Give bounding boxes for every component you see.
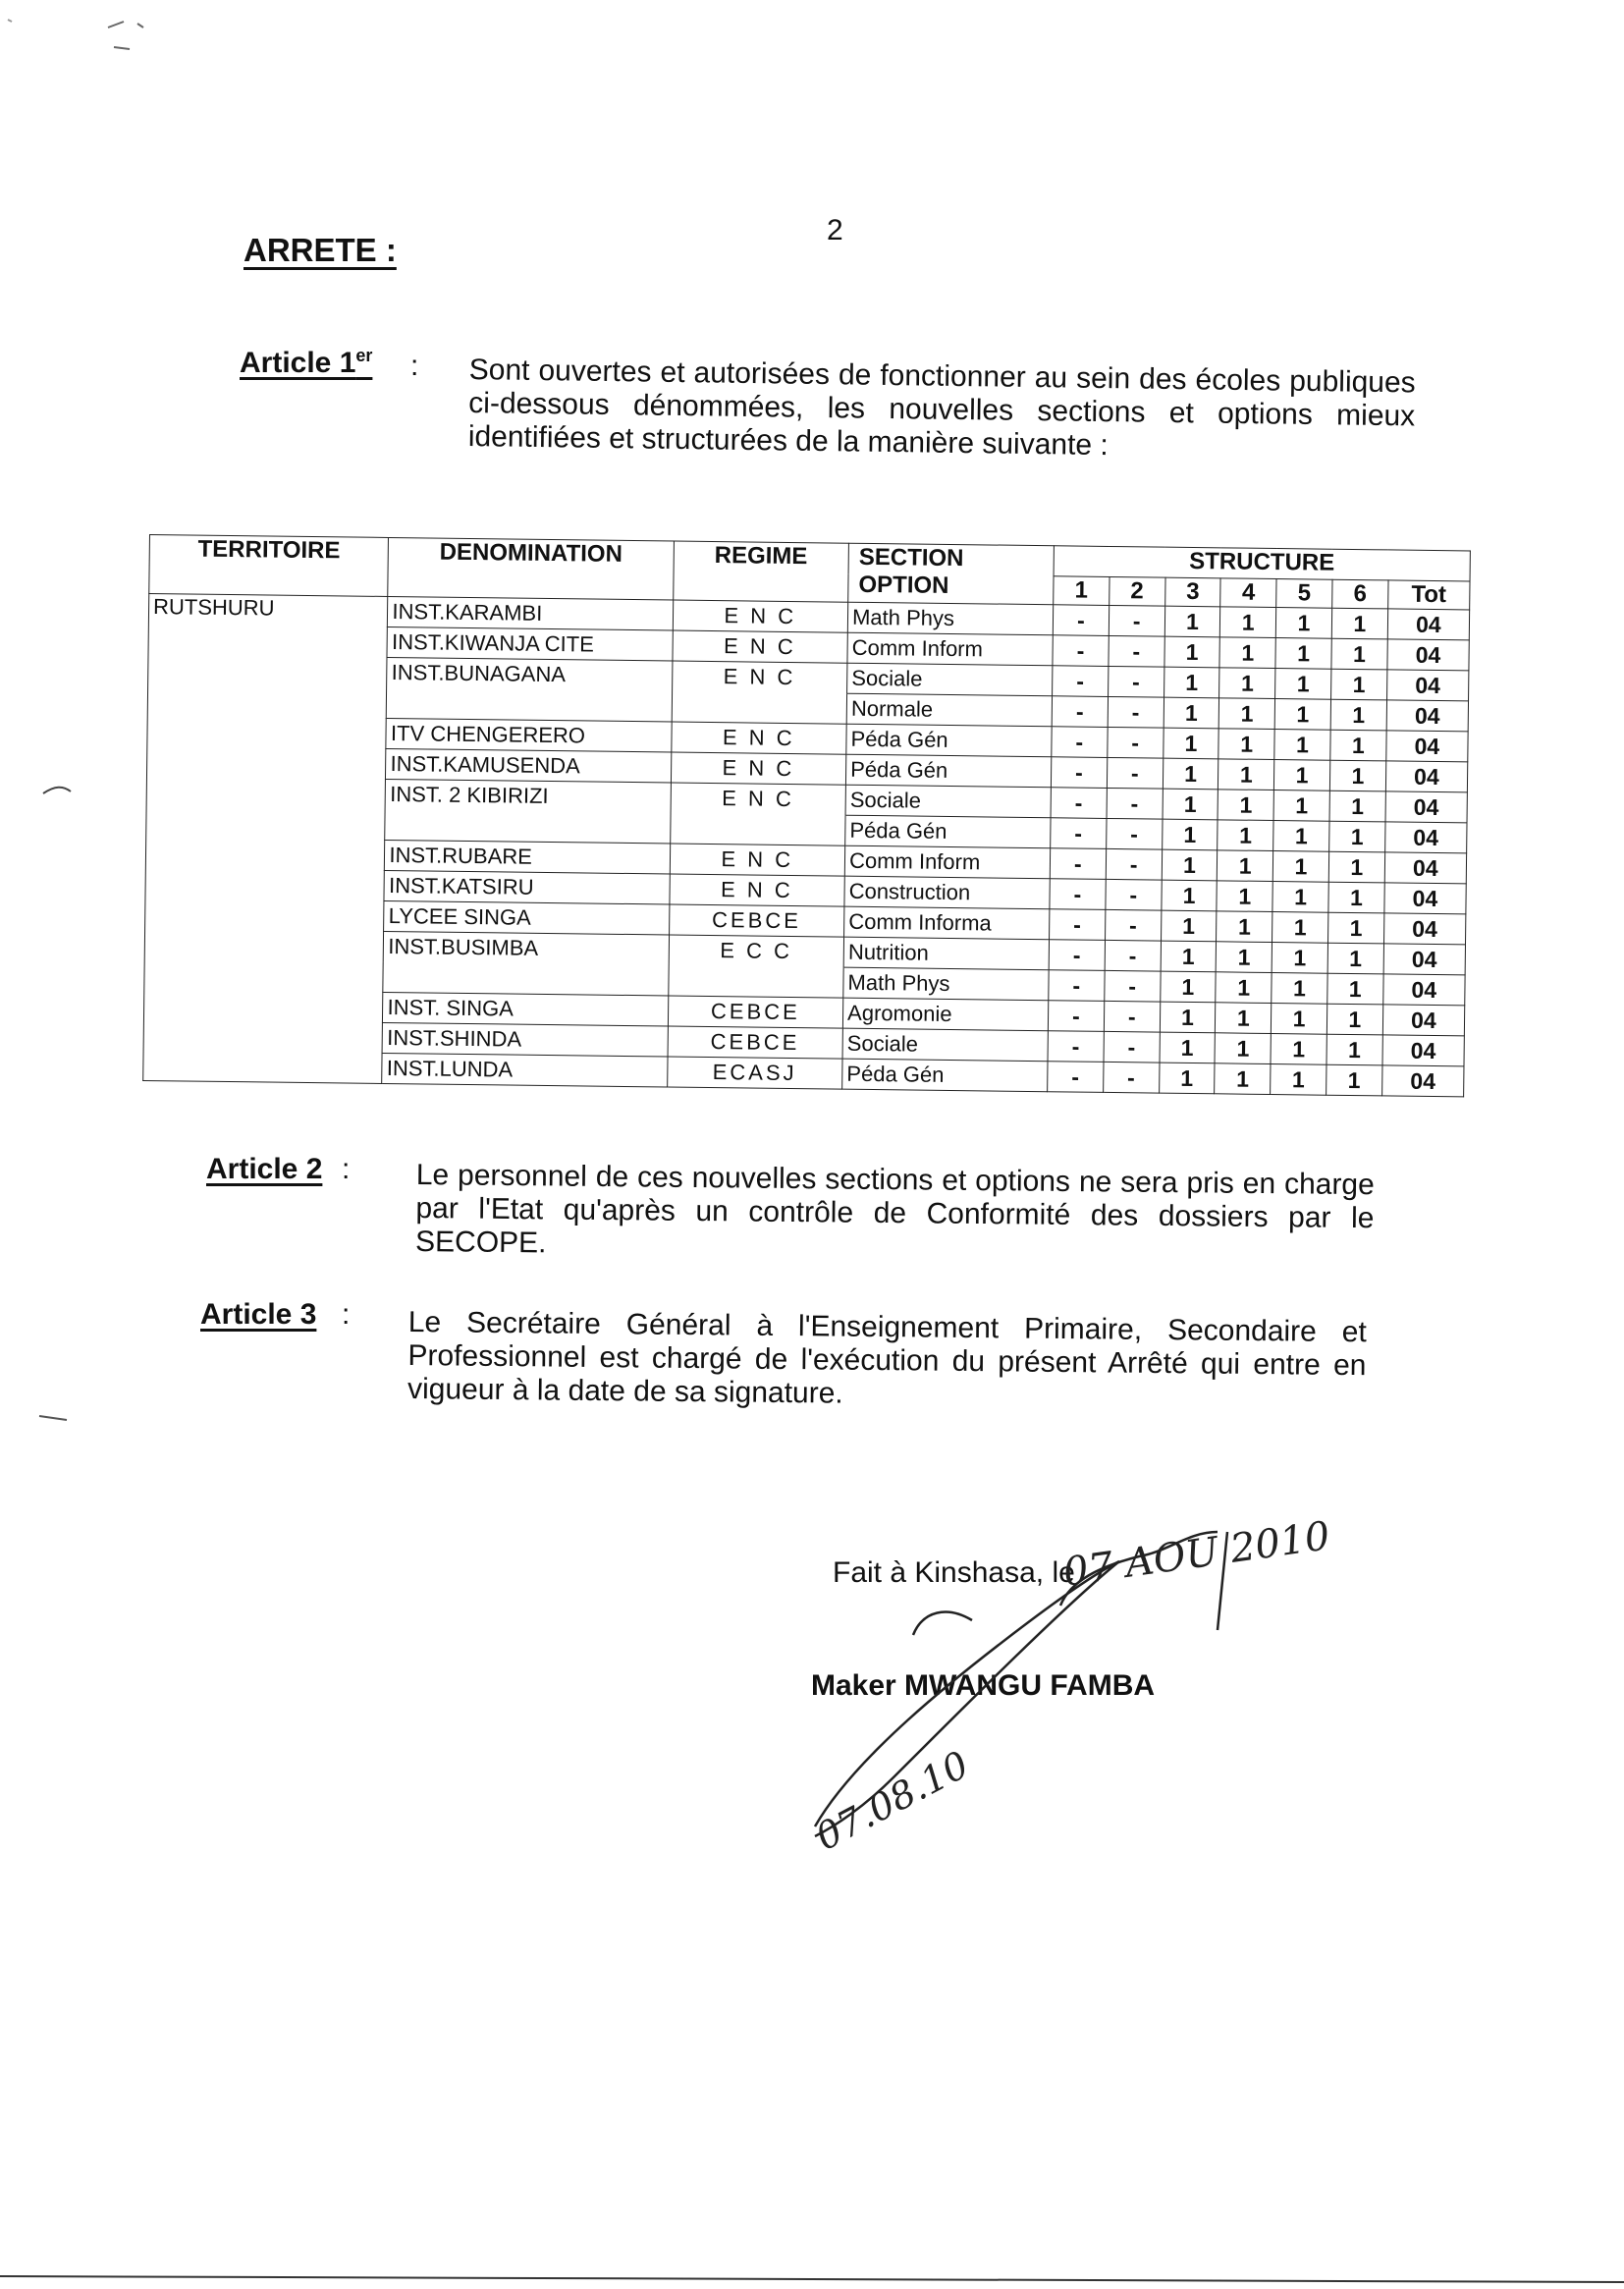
cell-structure-value: 1 <box>1328 851 1384 883</box>
place-date-line: Fait à Kinshasa, le <box>833 1556 1075 1589</box>
article-1-colon: : <box>410 350 419 382</box>
cell-section-option: Péda Gén <box>846 724 1052 757</box>
cell-structure-value: 04 <box>1382 1005 1465 1036</box>
cell-section-option: Sociale <box>847 663 1053 696</box>
cell-structure-value: 1 <box>1217 942 1272 973</box>
cell-structure-value: 1 <box>1163 728 1218 759</box>
article-1-label-sup: er <box>355 346 373 365</box>
cell-section-option: Construction <box>844 876 1050 909</box>
cell-section-option: Péda Gén <box>842 1059 1048 1092</box>
cell-denomination: ITV CHENGERERO <box>386 718 671 752</box>
cell-structure-value: 1 <box>1216 1003 1272 1034</box>
cell-structure-value: 1 <box>1164 606 1220 637</box>
cell-structure-value: 1 <box>1331 608 1387 639</box>
cell-denomination: LYCEE SINGA <box>384 900 669 935</box>
cell-denomination: INST.RUBARE <box>385 840 670 874</box>
cell-regime: E N C <box>671 783 846 815</box>
cell-structure-value: 1 <box>1220 607 1276 638</box>
cell-regime: E N C <box>671 722 846 754</box>
cell-structure-value: - <box>1108 666 1164 697</box>
cell-structure-value: 1 <box>1271 1063 1326 1095</box>
cell-regime: E N C <box>671 752 846 785</box>
header-structure-col: 3 <box>1164 577 1220 607</box>
cell-section-option: Sociale <box>845 785 1051 818</box>
cell-structure-value: 1 <box>1330 699 1386 731</box>
cell-structure-value: 1 <box>1331 638 1387 670</box>
cell-structure-value: 1 <box>1330 730 1386 761</box>
cell-structure-value: - <box>1048 1062 1104 1093</box>
cell-regime: E N C <box>669 874 844 906</box>
article-1-label-text: Article 1 <box>240 347 356 379</box>
cell-structure-value: - <box>1105 909 1161 941</box>
cell-structure-value: 1 <box>1215 1063 1271 1095</box>
handwritten-date: 07 AOU 2010 <box>1060 1513 1333 1596</box>
cell-structure-value: 1 <box>1273 790 1329 822</box>
cell-structure-value: - <box>1103 1062 1159 1093</box>
header-structure-col: 4 <box>1220 578 1276 608</box>
cell-structure-value: 1 <box>1274 699 1330 731</box>
cell-denomination: INST.KAMUSENDA <box>386 748 671 783</box>
cell-structure-value: - <box>1107 788 1163 819</box>
cell-structure-value: - <box>1053 635 1109 667</box>
cell-structure-value: 1 <box>1272 973 1327 1005</box>
article-2-text: Le personnel de ces nouvelles sections et options ne sera pris en charge par l'Etat qu'après un contrôle de Conformité des dossiers par le SECOPE. <box>414 1159 1375 1260</box>
cell-structure-value: - <box>1053 605 1109 636</box>
cell-denomination: INST.BUSIMBA <box>384 931 669 965</box>
cell-structure-value: 1 <box>1272 882 1328 913</box>
cell-regime <box>672 691 847 724</box>
cell-denomination <box>383 961 668 996</box>
cell-regime: CEBCE <box>668 996 843 1028</box>
cell-section-option: Math Phys <box>843 967 1049 1001</box>
page-number: 2 <box>827 214 843 246</box>
cell-structure-value: 1 <box>1329 790 1385 822</box>
header-regime: REGIME <box>673 541 848 602</box>
header-structure-col: 5 <box>1276 579 1332 609</box>
article-3-text: Le Secrétaire Général à l'Enseignement Primaire, Secondaire et Professionnel est chargé de l'exécution du présent Arrêté qui entre en vigueur à la date de sa signature. <box>406 1306 1367 1410</box>
cell-structure-value: 1 <box>1272 851 1328 883</box>
cell-structure-value: 04 <box>1383 944 1466 975</box>
cell-structure-value: 1 <box>1219 698 1275 730</box>
cell-structure-value: 04 <box>1384 883 1467 914</box>
cell-denomination: INST.KARAMBI <box>388 596 673 630</box>
cell-structure-value: 1 <box>1161 910 1217 942</box>
cell-structure-value: 1 <box>1160 1002 1216 1033</box>
cell-structure-value: - <box>1048 1031 1104 1063</box>
cell-denomination <box>387 687 672 722</box>
cell-structure-value: - <box>1108 727 1164 758</box>
cell-structure-value: - <box>1104 1031 1160 1063</box>
cell-section-option: Math Phys <box>847 602 1053 635</box>
header-structure-col: 2 <box>1109 576 1164 606</box>
cell-structure-value: 1 <box>1216 972 1272 1004</box>
cell-structure-value: 1 <box>1217 881 1272 912</box>
cell-structure-value: - <box>1051 818 1107 849</box>
cell-structure-value: 04 <box>1382 1035 1465 1066</box>
cell-structure-value: 1 <box>1218 820 1273 851</box>
cell-structure-value: - <box>1053 666 1109 697</box>
signature-date: 07.08.10 <box>808 1742 976 1859</box>
cell-structure-value: - <box>1105 970 1161 1002</box>
cell-structure-value: 1 <box>1327 912 1383 944</box>
cell-structure-value: 1 <box>1218 729 1274 760</box>
cell-structure-value: 1 <box>1219 668 1275 699</box>
signature-icon <box>776 1512 1404 1866</box>
sections-table <box>142 534 1471 1097</box>
cell-structure-value: - <box>1106 848 1162 880</box>
cell-structure-value: 1 <box>1275 638 1331 670</box>
cell-structure-value: 1 <box>1329 760 1385 791</box>
cell-structure-value: - <box>1049 970 1105 1002</box>
cell-structure-value: 1 <box>1161 941 1217 972</box>
cell-structure-value: 1 <box>1164 667 1219 698</box>
header-section: SECTION <box>858 543 964 572</box>
cell-structure-value: 1 <box>1272 912 1328 944</box>
cell-structure-value: - <box>1105 940 1161 971</box>
header-section-option <box>848 543 1055 605</box>
cell-structure-value: 1 <box>1217 911 1272 943</box>
header-structure-col: 1 <box>1054 576 1110 606</box>
cell-structure-value: 1 <box>1160 1032 1216 1063</box>
decree-heading: ARRETE : <box>244 232 397 268</box>
cell-regime: CEBCE <box>668 1026 843 1059</box>
cell-structure-value: 1 <box>1160 971 1216 1003</box>
cell-structure-value: - <box>1050 848 1106 880</box>
cell-structure-value: - <box>1108 696 1164 728</box>
cell-section-option: Nutrition <box>843 937 1049 970</box>
header-structure-col: 6 <box>1332 579 1388 609</box>
cell-structure-value: 04 <box>1386 731 1469 762</box>
cell-structure-value: 04 <box>1384 822 1467 853</box>
cell-section-option: Comm Inform <box>844 845 1050 879</box>
cell-structure-value: 1 <box>1272 943 1327 974</box>
cell-structure-value: - <box>1052 727 1108 758</box>
cell-denomination: INST.SHINDA <box>382 1022 667 1057</box>
cell-denomination <box>385 809 670 844</box>
cell-denomination: INST.KATSIRU <box>384 870 669 904</box>
cell-structure-value: 1 <box>1219 637 1275 669</box>
header-option: OPTION <box>858 571 949 599</box>
cell-section-option: Comm Inform <box>847 632 1053 666</box>
cell-denomination: INST.BUNAGANA <box>387 657 672 691</box>
table-body <box>143 594 1470 1097</box>
cell-structure-value: 04 <box>1383 913 1466 945</box>
cell-structure-value: 1 <box>1327 943 1383 974</box>
cell-structure-value: 1 <box>1274 730 1330 761</box>
cell-structure-value: 1 <box>1275 608 1331 639</box>
cell-section-option: Sociale <box>842 1028 1048 1062</box>
cell-section-option: Agromonie <box>842 998 1048 1031</box>
cell-structure-value: - <box>1051 757 1107 789</box>
cell-regime: E N C <box>672 661 847 693</box>
cell-structure-value: 1 <box>1164 697 1219 729</box>
cell-regime <box>668 965 843 998</box>
cell-structure-value: 1 <box>1327 973 1383 1005</box>
cell-structure-value: 04 <box>1386 670 1469 701</box>
cell-regime: E N C <box>673 600 848 632</box>
cell-structure-value: 1 <box>1163 789 1218 820</box>
cell-structure-value: 1 <box>1218 790 1273 821</box>
article-1-label <box>240 346 372 380</box>
cell-structure-value: 04 <box>1385 761 1468 792</box>
cell-structure-value: 1 <box>1159 1063 1215 1094</box>
cell-structure-value: 1 <box>1326 1064 1382 1096</box>
cell-section-option: Normale <box>846 693 1052 727</box>
cell-section-option: Comm Informa <box>844 906 1050 940</box>
header-denomination: DENOMINATION <box>388 537 674 600</box>
cell-structure-value: - <box>1048 1001 1104 1032</box>
cell-regime: E C C <box>669 935 844 967</box>
cell-structure-value: 1 <box>1329 821 1385 852</box>
cell-structure-value: 1 <box>1163 758 1218 790</box>
cell-structure-value: 1 <box>1326 1004 1382 1035</box>
article-1-text: Sont ouvertes et autorisées de fonctionner au sein des écoles publiques ci-dessous dénommées, les nouvelles sections et options mieux identifiées et structurées de la manière suivante : <box>467 354 1416 463</box>
cell-regime: E N C <box>670 844 845 876</box>
cell-territoire: RUTSHURU <box>143 594 388 1084</box>
cell-structure-value: 1 <box>1162 849 1218 881</box>
cell-structure-value: - <box>1109 605 1164 636</box>
cell-regime: ECASJ <box>667 1057 842 1089</box>
cell-structure-value: 1 <box>1161 880 1217 911</box>
cell-structure-value: 04 <box>1383 974 1466 1006</box>
header-structure-col: Tot <box>1387 580 1470 610</box>
cell-structure-value: - <box>1104 1001 1160 1032</box>
cell-denomination: INST.KIWANJA CITE <box>387 627 672 661</box>
cell-structure-value: 1 <box>1331 669 1387 700</box>
cell-regime: E N C <box>672 630 847 663</box>
cell-structure-value: 04 <box>1387 639 1470 671</box>
cell-structure-value: - <box>1050 879 1106 910</box>
article-2-colon: : <box>342 1153 351 1185</box>
cell-structure-value: 1 <box>1162 819 1218 850</box>
cell-structure-value: - <box>1051 788 1107 819</box>
cell-structure-value: 1 <box>1273 821 1329 852</box>
cell-structure-value: 1 <box>1272 1003 1327 1034</box>
cell-structure-value: - <box>1050 909 1106 941</box>
cell-regime: CEBCE <box>669 904 844 937</box>
cell-structure-value: - <box>1109 635 1164 667</box>
cell-section-option: Péda Gén <box>845 815 1051 848</box>
cell-structure-value: - <box>1052 696 1108 728</box>
cell-structure-value: 04 <box>1386 700 1469 732</box>
cell-structure-value: - <box>1107 757 1163 789</box>
header-territoire: TERRITOIRE <box>149 535 389 597</box>
article-3-label: Article 3 <box>200 1298 317 1331</box>
article-3-colon: : <box>342 1298 351 1331</box>
cell-structure-value: 1 <box>1274 760 1330 791</box>
cell-structure-value: 04 <box>1381 1065 1464 1097</box>
cell-structure-value: 1 <box>1271 1033 1326 1064</box>
cell-structure-value: 1 <box>1215 1033 1271 1064</box>
cell-structure-value: 1 <box>1164 636 1220 668</box>
cell-section-option: Péda Gén <box>845 754 1051 788</box>
cell-structure-value: - <box>1049 940 1105 971</box>
cell-regime <box>670 813 845 845</box>
signer-name: Maker MWANGU FAMBA <box>811 1669 1156 1702</box>
cell-structure-value: 04 <box>1385 791 1468 823</box>
header-structure: STRUCTURE <box>1054 546 1470 581</box>
cell-denomination: INST. 2 KIBIRIZI <box>386 779 671 813</box>
cell-structure-value: 1 <box>1218 850 1273 882</box>
cell-structure-value: 1 <box>1328 882 1384 913</box>
cell-denomination: INST. SINGA <box>383 992 668 1026</box>
article-2-label: Article 2 <box>206 1153 323 1185</box>
cell-structure-value: 04 <box>1387 609 1470 640</box>
cell-structure-value: - <box>1106 879 1162 910</box>
cell-structure-value: 04 <box>1384 852 1467 884</box>
cell-denomination: INST.LUNDA <box>382 1053 667 1087</box>
cell-structure-value: 1 <box>1218 759 1274 790</box>
cell-structure-value: 1 <box>1275 669 1331 700</box>
cell-structure-value: 1 <box>1326 1034 1382 1065</box>
cell-structure-value: - <box>1106 818 1162 849</box>
